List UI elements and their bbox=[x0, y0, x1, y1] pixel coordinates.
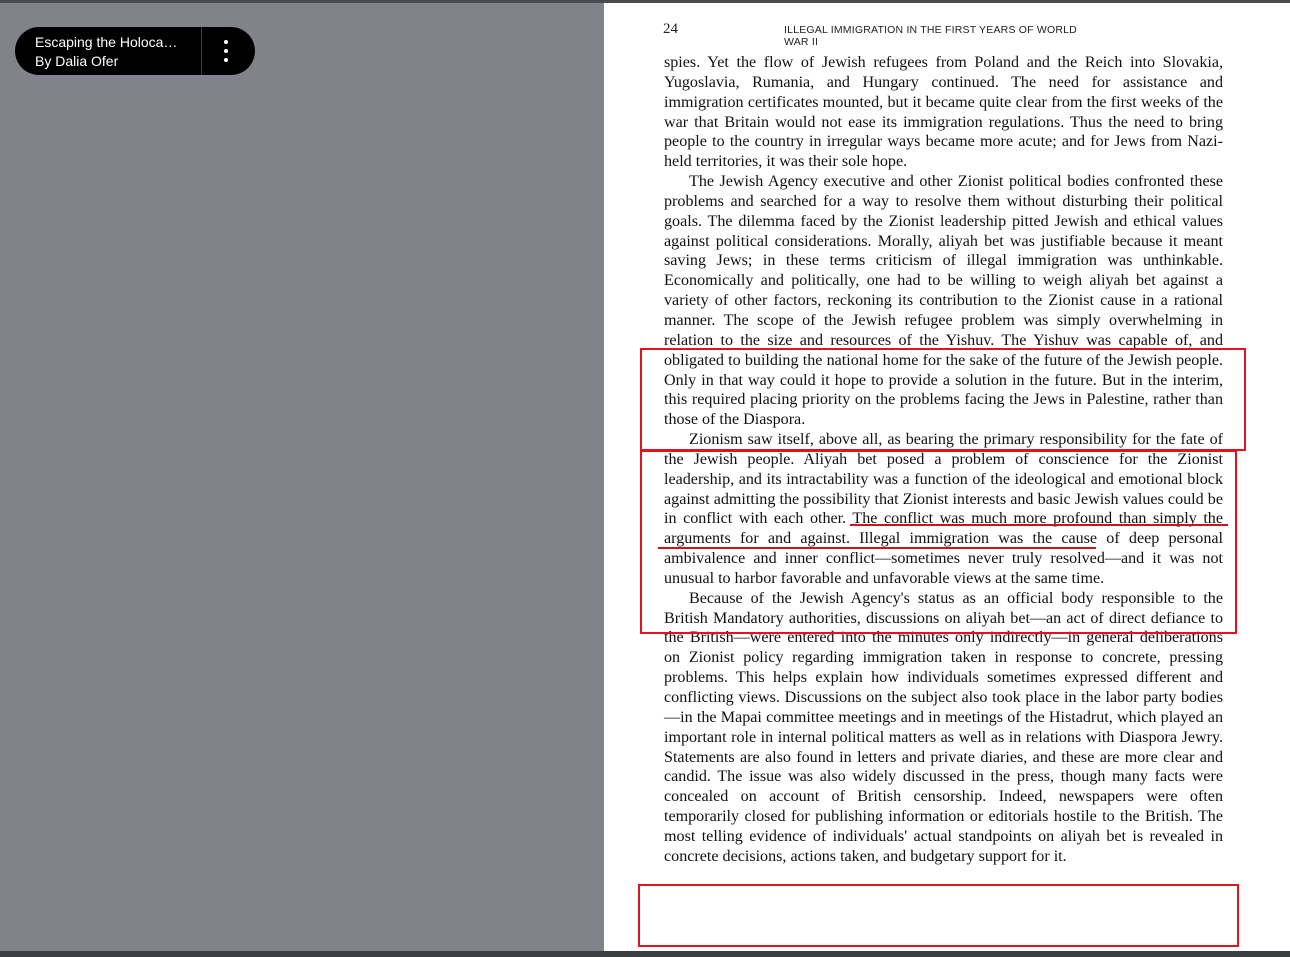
highlight-box bbox=[640, 348, 1246, 451]
book-title: Escaping the Holoca… bbox=[35, 34, 178, 50]
underline-annotation bbox=[850, 524, 1228, 526]
underline-annotation bbox=[658, 547, 1096, 549]
paragraph: Zionism saw itself, above all, as bearing the primary responsibility for the fate of the Jewish people. Aliyah bet posed a problem of conscience for the Zionist leadership, and its intractability was a function of the ideological and emotional block against admitting the possibility that Zionist interests and basic Jewish values could be in conflict with each other. The conflict was much more profound than simply the arguments for and against. Illegal immigration was the cause of deep personal ambivalence and inner conflict—sometimes never truly resolved—and it was not unusual to harbor favorable and unfavorable views at the same time. bbox=[664, 431, 1223, 587]
book-info-pill bbox=[15, 27, 255, 75]
book-author: By Dalia Ofer bbox=[35, 53, 119, 69]
paragraph: Because of the Jewish Agency's status as an official body responsible to the British Mandatory authorities, discussions on aliyah bet—an act of direct defiance to the British—were entered into the minutes only indirectly—in general deliberations on Zionist policy regarding immigration taken in response to concrete, pressing problems. This helps explain how individuals sometimes expressed different and conflicting views. Discussions on the subject also took place in the labor party bodies—in the Mapai committee meetings and in meetings of the Histadrut, which played an important role in internal political matters as well as in relations with Diaspora Jewry. Statements are also found in letters and private diaries, and these are more clear and candid. The issue was also widely discussed in the press, though many facts were concealed on account of British censorship. Indeed, newspapers were often temporarily closed for publishing information or editorials hostile to the British. The most telling evidence of individuals' actual standpoints on aliyah bet is revealed in concrete decisions, actions taken, and budgetary support for it. bbox=[664, 589, 1223, 865]
paragraph: spies. Yet the flow of Jewish refugees from Poland and the Reich into Slovakia, Yugoslavia, Rumania, and Hungary continued. The need for assistance and immigration certificates mounted, but it became quite clear from the first weeks of the war that Britain would not ease its immigration regulations. Thus the need to bring people to the country in irregular ways became more acute; and for Jews from Nazi-held territories, it was their sole hope. bbox=[664, 54, 1223, 171]
highlight-box bbox=[640, 450, 1237, 634]
highlight-box bbox=[638, 884, 1239, 947]
page-number: 24 bbox=[663, 21, 678, 37]
book-info[interactable] bbox=[35, 33, 200, 71]
pill-divider bbox=[201, 27, 202, 75]
running-head: ILLEGAL IMMIGRATION IN THE FIRST YEARS OF WORLD WAR II bbox=[784, 24, 1077, 48]
book-page bbox=[604, 3, 1290, 951]
more-options-button[interactable] bbox=[212, 37, 240, 65]
window-bottom-strip bbox=[0, 951, 1290, 957]
paragraph: The Jewish Agency executive and other Zionist political bodies confronted these problems and searched for a way to resolve them without disturbing their political goals. The dilemma faced by the Zionist leadership pitted Jewish and ethical values against political considerations. Morally, aliyah bet was justifiable because it meant saving Jews; in these terms criticism of illegal immigration was unthinkable. Economically and politically, one had to be willing to weigh aliyah bet against a variety of other factors, reckoning its contribution to the Zionist cause in a rational manner. The scope of the Jewish refugee problem was simply overwhelming in relation to the size and resources of the Yishuv. The Yishuv was capable of, and obligated to building the national home for the sake of the future of the Jewish people. Only in that way could it hope to provide a solution in the future. But in the interim, this required placing priority on the problems facing the Jews in Palestine, rather than those of the Diaspora. bbox=[664, 173, 1223, 429]
